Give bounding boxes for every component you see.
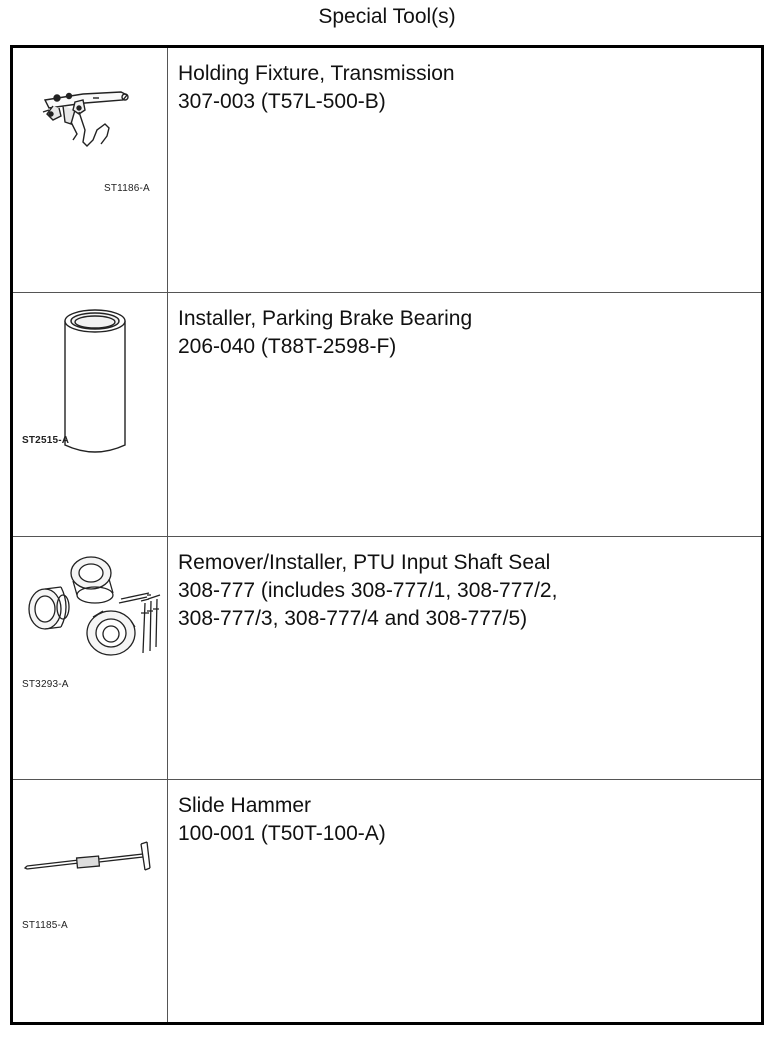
- tool-number: 206-040 (T88T-2598-F): [178, 335, 397, 358]
- special-tools-table: [10, 45, 764, 1025]
- tool-number-line: 308-777/3, 308-777/4 and 308-777/5): [178, 607, 528, 630]
- tool-image-cell: [13, 537, 168, 779]
- page-title: Special Tool(s): [318, 5, 456, 28]
- tool-name: Slide Hammer: [178, 794, 312, 817]
- tool-image-cell: [13, 293, 168, 536]
- tool-name: Remover/Installer, PTU Input Shaft Seal: [178, 551, 551, 574]
- tool-name: Installer, Parking Brake Bearing: [178, 307, 473, 330]
- figure-code: ST1185-A: [22, 920, 68, 931]
- table-row: [13, 780, 761, 1022]
- tool-description-cell: [168, 293, 761, 536]
- figure-code: ST1186-A: [104, 183, 150, 194]
- tool-name: Holding Fixture, Transmission: [178, 62, 455, 85]
- table-row: [13, 537, 761, 780]
- tool-image-cell: [13, 780, 168, 1022]
- tool-number: 307-003 (T57L-500-B): [178, 90, 386, 113]
- table-row: [13, 293, 761, 537]
- tool-number: 100-001 (T50T-100-A): [178, 822, 386, 845]
- figure-code: ST2515-A: [22, 435, 70, 446]
- table-row: [13, 48, 761, 293]
- figure-code: ST3293-A: [22, 679, 69, 690]
- seal-remover-installer-icon: [13, 537, 168, 780]
- bearing-installer-icon: [13, 293, 168, 537]
- tool-image-cell: [13, 48, 168, 292]
- tool-number-line: 308-777 (includes 308-777/1, 308-777/2,: [178, 579, 558, 602]
- slide-hammer-icon: [13, 780, 168, 1022]
- holding-fixture-icon: [13, 48, 168, 293]
- tool-description-cell: [168, 537, 761, 779]
- tool-description-cell: [168, 780, 761, 1022]
- tool-description-cell: [168, 48, 761, 292]
